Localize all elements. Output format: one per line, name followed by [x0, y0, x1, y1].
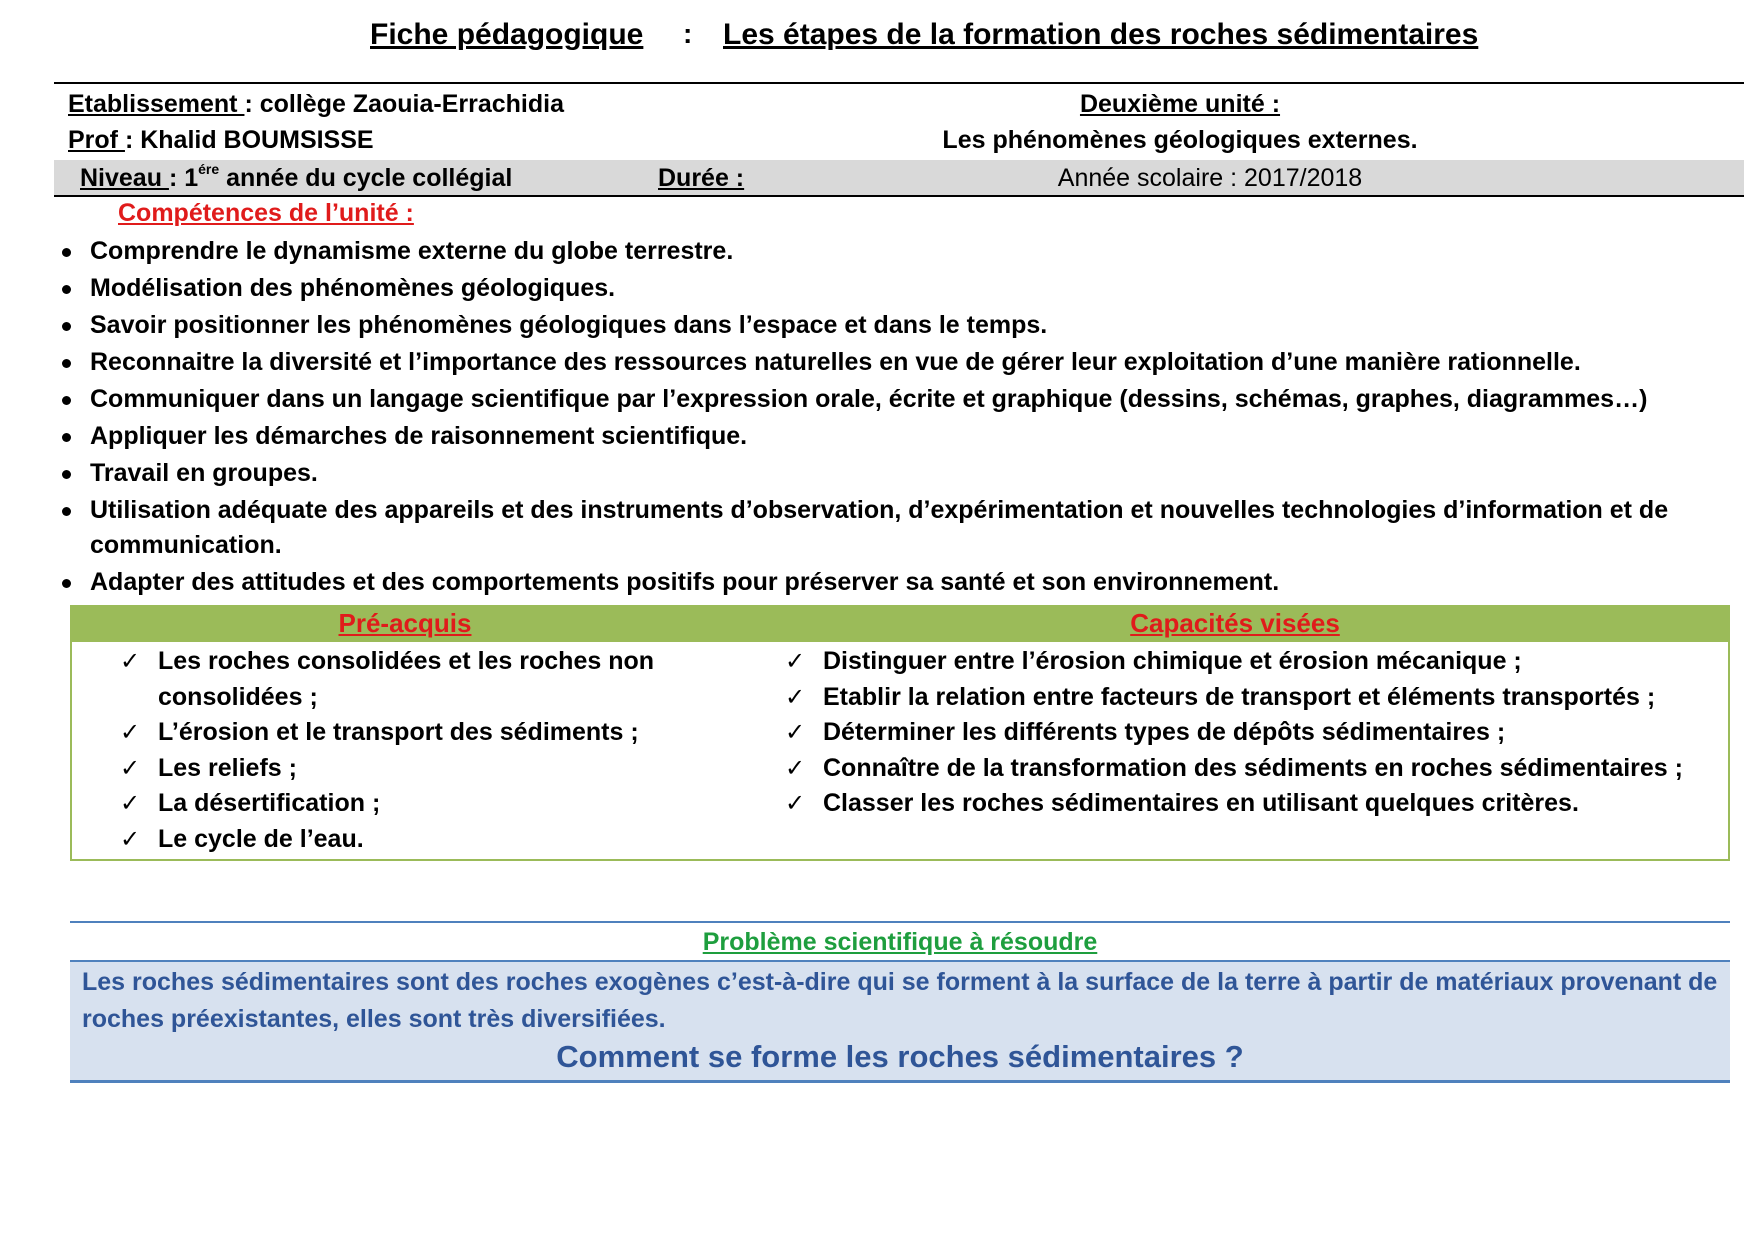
title-separator: : [683, 18, 693, 49]
list-item [120, 786, 680, 822]
competence-text: Adapter des attitudes et des comportements positifs pour préserver sa santé et son environnement. [90, 568, 1280, 596]
list-item [60, 345, 1720, 380]
preacquis-text: La désertification ; [158, 789, 381, 817]
capacites-list [785, 644, 1715, 822]
bullet-dot-icon [62, 322, 71, 331]
competence-text: Travail en groupes. [90, 459, 318, 487]
duree-label: Durée : [658, 164, 745, 192]
list-item [60, 382, 1720, 417]
preacquis-list [120, 644, 680, 857]
capacite-text: Connaître de la transformation des sédiments en roches sédimentaires ; [823, 753, 1683, 782]
bullet-dot-icon [62, 579, 71, 588]
checkmark-icon: ✓ [785, 718, 806, 746]
competence-text: Appliquer les démarches de raisonnement scientifique. [90, 422, 748, 450]
list-item [60, 493, 1720, 563]
etablissement-value: : collège Zaouia-Errachidia [244, 90, 564, 118]
list-item [120, 822, 680, 858]
checkmark-icon: ✓ [120, 824, 141, 853]
list-item [785, 751, 1715, 787]
niveau-prefix: : 1 [168, 164, 199, 192]
problem-heading: Problème scientifique à résoudre [702, 928, 1098, 956]
problem-text: Les roches sédimentaires sont des roches exogènes c’est-à-dire qui se forment à la surface de la terre à partir de matériaux provenant de roches préexistantes, elles sont très diversifiées. [82, 968, 1718, 1033]
document-title: Les étapes de la formation des roches sédimentaires [723, 18, 1479, 51]
prof-value: : Khalid BOUMSISSE [124, 126, 374, 154]
competence-text: Modélisation des phénomènes géologiques. [90, 274, 616, 302]
list-item [60, 565, 1720, 600]
niveau-label: Niveau [80, 164, 169, 192]
etablissement-label: Etablissement [68, 90, 245, 118]
unite-label: Deuxième unité : [1079, 90, 1281, 118]
preacquis-text: Le cycle de l’eau. [158, 824, 364, 853]
capacite-text: Etablir la relation entre facteurs de transport et éléments transportés ; [823, 682, 1656, 711]
checkmark-icon: ✓ [120, 753, 141, 782]
niveau [80, 162, 512, 194]
etablissement [68, 88, 564, 120]
list-item [60, 271, 1720, 306]
competences-heading: Compétences de l’unité : [118, 199, 414, 227]
preacquis-text: Les roches consolidées et les roches non consolidées ; [158, 647, 655, 711]
list-item [785, 680, 1715, 716]
bullet-dot-icon [62, 433, 71, 442]
problem-question: Comment se forme les roches sédimentaires ? [556, 1039, 1244, 1074]
list-item [785, 786, 1715, 822]
document-label: Fiche pédagogique [370, 18, 644, 51]
niveau-superscript: ére [198, 161, 220, 177]
competence-text: Savoir positionner les phénomènes géologiques dans l’espace et dans le temps. [90, 311, 1048, 339]
capacite-text: Distinguer entre l’érosion chimique et érosion mécanique ; [823, 647, 1522, 675]
checkmark-icon: ✓ [785, 789, 806, 817]
capacite-text: Classer les roches sédimentaires en utilisant quelques critères. [823, 789, 1579, 817]
preacquis-text: L’érosion et le transport des sédiments ; [158, 718, 639, 746]
list-item [120, 644, 680, 715]
info-bottom-border [54, 195, 1744, 197]
competences-list [60, 234, 1720, 602]
capacites-heading: Capacités visées [1130, 608, 1340, 638]
checkmark-icon: ✓ [120, 718, 141, 746]
preacquis-heading: Pré-acquis [338, 608, 472, 638]
list-item [60, 234, 1720, 269]
competence-text: Communiquer dans un langage scientifique par l’expression orale, écrite et graphique (dessins, schémas, graphes, diagrammes…) [90, 385, 1648, 413]
list-item [120, 751, 680, 787]
bullet-dot-icon [62, 507, 71, 516]
problem-top-border [70, 921, 1730, 923]
info-top-border [54, 82, 1744, 84]
list-item [60, 419, 1720, 454]
bullet-dot-icon [62, 248, 71, 257]
list-item [60, 308, 1720, 343]
unite-value: Les phénomènes géologiques externes. [942, 126, 1418, 154]
competence-text: Utilisation adéquate des appareils et des instruments d’observation, d’expérimentation et nouvelles technologies d’information et de communication. [90, 496, 1669, 559]
capacite-text: Déterminer les différents types de dépôts sédimentaires ; [823, 718, 1506, 746]
competence-text: Reconnaitre la diversité et l’importance des ressources naturelles en vue de gérer leur exploitation d’une manière rationnelle. [90, 348, 1581, 376]
competence-text: Comprendre le dynamisme externe du globe terrestre. [90, 237, 734, 265]
checkmark-icon: ✓ [785, 682, 806, 711]
checkmark-icon: ✓ [785, 647, 806, 675]
checkmark-icon: ✓ [120, 789, 141, 817]
list-item [785, 715, 1715, 751]
list-item [60, 456, 1720, 491]
preacquis-text: Les reliefs ; [158, 753, 297, 782]
annee-scolaire: Année scolaire : 2017/2018 [1057, 164, 1363, 192]
prof [68, 124, 374, 156]
prof-label: Prof [68, 126, 125, 154]
niveau-suffix: année du cycle collégial [219, 164, 513, 192]
bullet-dot-icon [62, 470, 71, 479]
list-item [120, 715, 680, 751]
bullet-dot-icon [62, 359, 71, 368]
list-item [785, 644, 1715, 680]
checkmark-icon: ✓ [120, 647, 141, 675]
bullet-dot-icon [62, 285, 71, 294]
checkmark-icon: ✓ [785, 753, 806, 782]
bullet-dot-icon [62, 396, 71, 405]
